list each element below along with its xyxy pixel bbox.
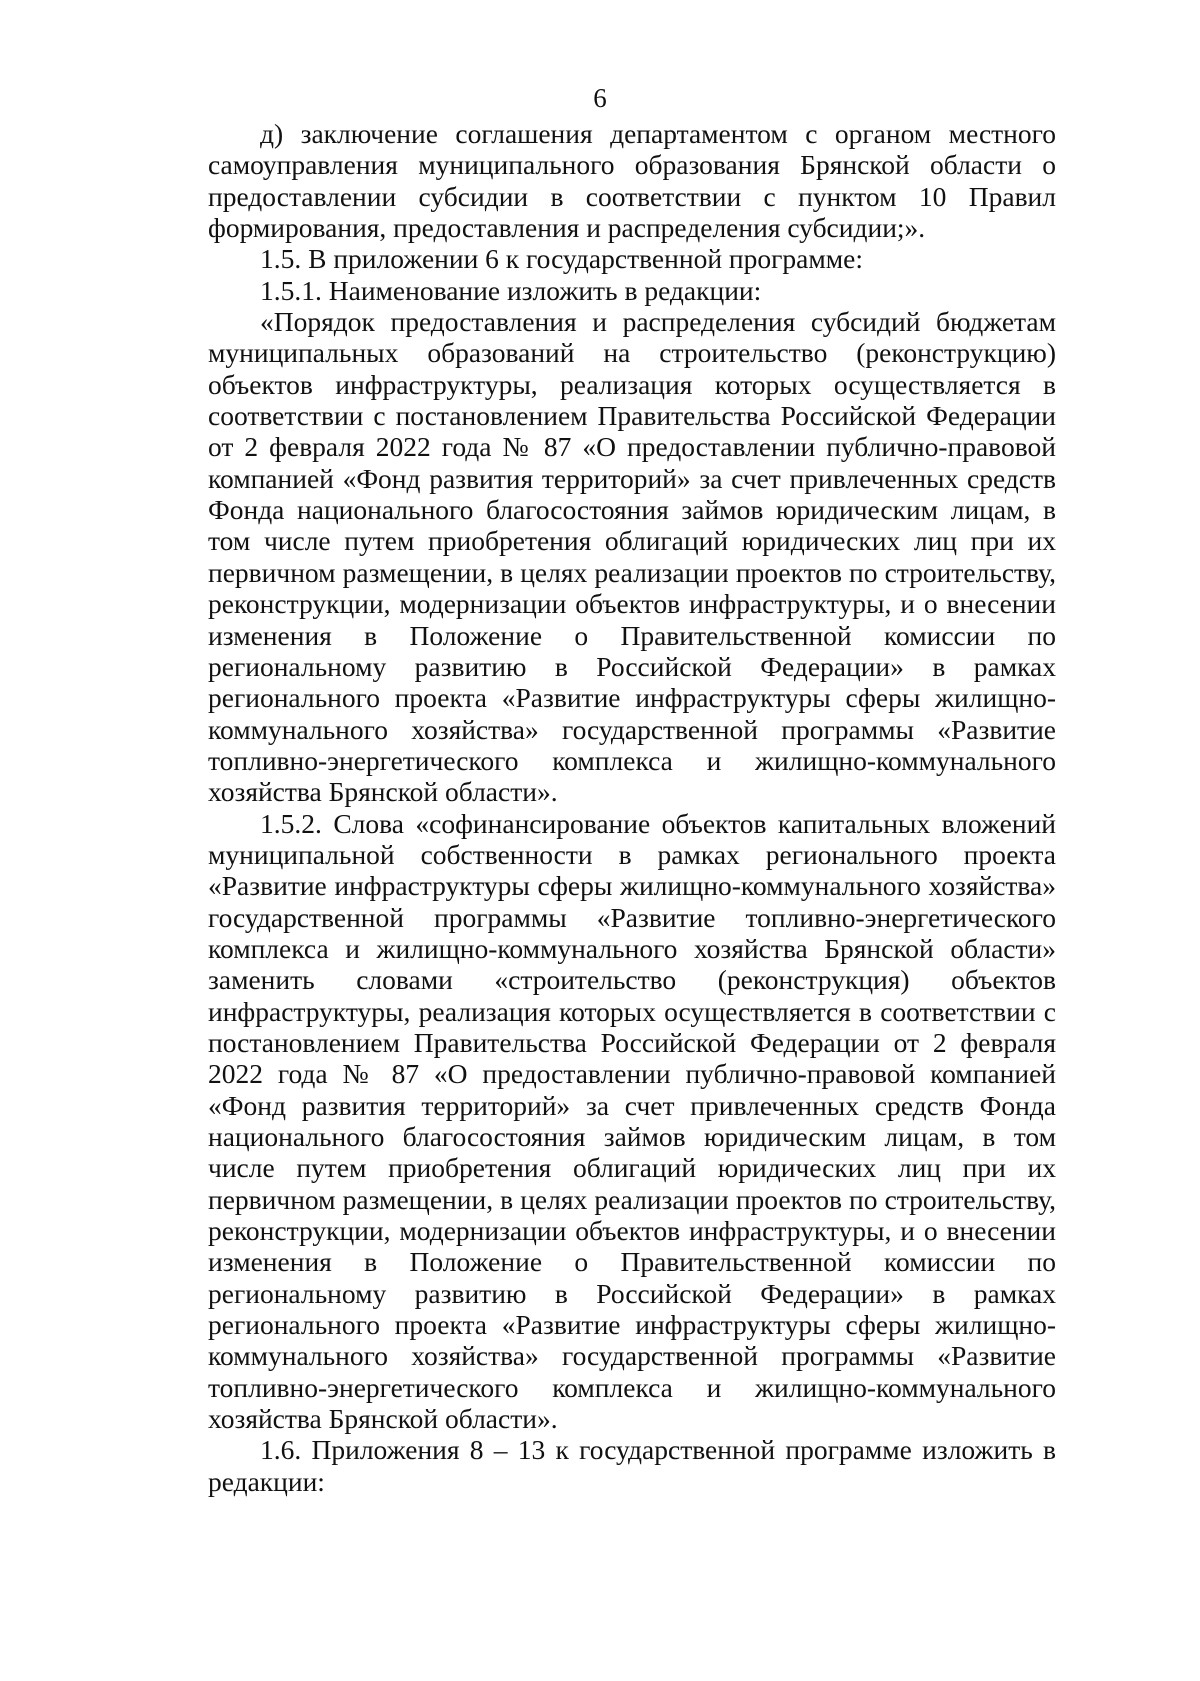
paragraph-new-title: «Порядок предоставления и распределения субсидий бюджетам муниципальных образований на строительство (реконструкцию) объектов инфраструктуры, реализация которых осуществляется в соответствии с постановлением Правительства Российской Федерации от 2 февраля 2022 года № 87 «О предоставлении публично-правовой компанией «Фонд развития территорий» за счет привлеченных средств Фонда национального благосостояния займов юридическим лицам, в том числе путем приобретения облигаций юридических лиц при их первичном размещении, в целях реализации проектов по строительству, реконструкции, модернизации объектов инфраструктуры, и о внесении изменения в Положение о Правительственной комиссии по региональному развитию в Российской Федерации» в рамках регионального проекта «Развитие инфраструктуры сферы жилищно-коммунального хозяйства» государственной программы «Развитие топливно-энергетического комплекса и жилищно-коммунального хозяйства Брянской области». — [208, 306, 1056, 808]
document-body — [208, 118, 1056, 1497]
paragraph-1-5-2: 1.5.2. Слова «софинансирование объектов капитальных вложений муниципальной собственности в рамках регионального проекта «Развитие инфраструктуры сферы жилищно-коммунального хозяйства» государственной программы «Развитие топливно-энергетического комплекса и жилищно-коммунального хозяйства Брянской области» заменить словами «строительство (реконструкция) объектов инфраструктуры, реализация которых осуществляется в соответствии с постановлением Правительства Российской Федерации от 2 февраля 2022 года № 87 «О предоставлении публично-правовой компанией «Фонд развития территорий» за счет привлеченных средств Фонда национального благосостояния займов юридическим лицам, в том числе путем приобретения облигаций юридических лиц при их первичном размещении, в целях реализации проектов по строительству, реконструкции, модернизации объектов инфраструктуры, и о внесении изменения в Положение о Правительственной комиссии по региональному развитию в Российской Федерации» в рамках регионального проекта «Развитие инфраструктуры сферы жилищно-коммунального хозяйства» государственной программы «Развитие топливно-энергетического комплекса и жилищно-коммунального хозяйства Брянской области». — [208, 807, 1056, 1435]
paragraph-subitem-d: д) заключение соглашения департаментом с органом местного самоуправления муниципального образования Брянской области о предоставлении субсидии в соответствии с пунктом 10 Правил формирования, предоставления и распределения субсидии;». — [208, 118, 1056, 244]
paragraph-1-6: 1.6. Приложения 8 – 13 к государственной программе изложить в редакции: — [208, 1434, 1056, 1497]
paragraph-1-5-1: 1.5.1. Наименование изложить в редакции: — [260, 274, 762, 306]
page-number: 6 — [593, 83, 607, 113]
paragraph-1-5: 1.5. В приложении 6 к государственной программе: — [260, 243, 864, 275]
